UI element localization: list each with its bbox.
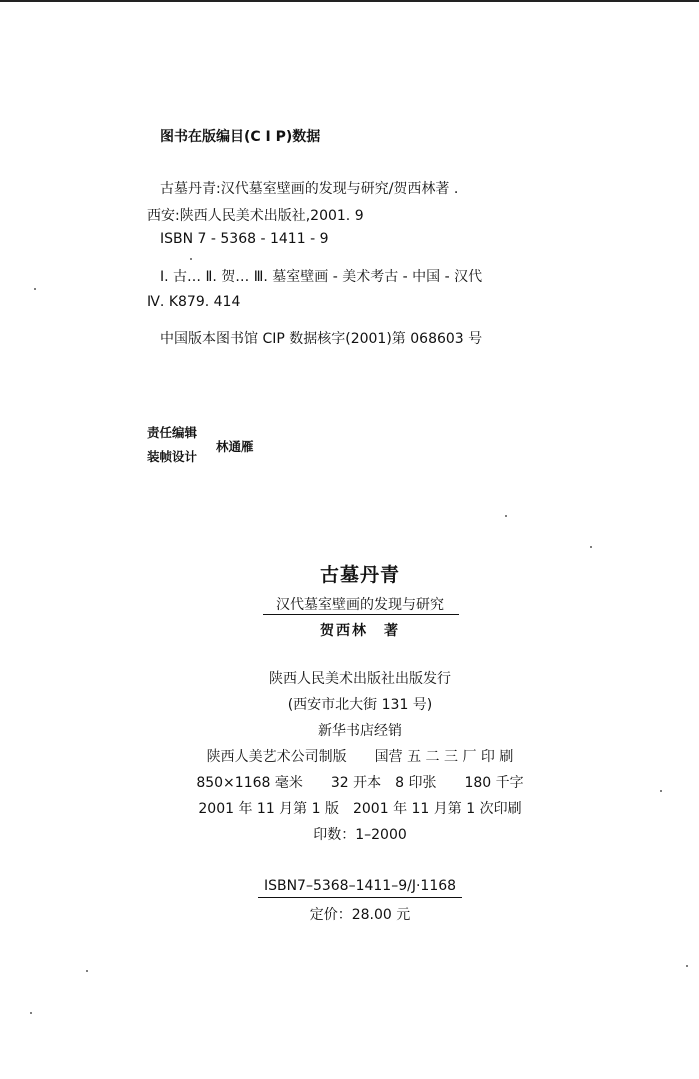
- credits-name: 林通雁: [216, 439, 254, 454]
- book-author: 贺西林 著: [320, 623, 400, 639]
- book-title: 古墓丹青: [319, 564, 400, 586]
- cip-classification-line: Ⅳ. K879. 414: [147, 294, 241, 310]
- distributor-line: 新华书店经销: [318, 723, 402, 739]
- cip-record-number-line: 中国版本图书馆 CIP 数据核字(2001)第 068603 号: [160, 331, 483, 347]
- subtitle-underline: [263, 614, 459, 615]
- print-run-line: 印数：1–2000: [313, 827, 407, 843]
- publisher-line: 陕西人民美术出版社出版发行: [269, 671, 451, 687]
- designer-label: 装帧设计: [147, 449, 198, 464]
- cip-heading: 图书在版编目(C I P)数据: [160, 129, 321, 145]
- isbn-line: ISBN7–5368–1411–9/J·1168: [263, 878, 457, 894]
- format-line: 850×1168 毫米 32 开本 8 印张 180 千字: [196, 775, 524, 791]
- price-line: 定价：28.00 元: [309, 907, 411, 923]
- editor-label: 责任编辑: [147, 425, 198, 440]
- top-border-line: [0, 0, 699, 2]
- cip-title-line: 古墓丹青:汉代墓室壁画的发现与研究/贺西林著 .: [160, 181, 459, 197]
- cip-publisher-line: 西安:陕西人民美术出版社,2001. 9: [147, 208, 364, 224]
- edition-line: 2001 年 11 月第 1 版 2001 年 11 月第 1 次印刷: [198, 801, 522, 817]
- cip-subject-line: Ⅰ. 古… Ⅱ. 贺… Ⅲ. 墓室壁画 - 美术考古 - 中国 - 汉代: [160, 269, 483, 285]
- cip-isbn-line: ISBN 7 - 5368 - 1411 - 9: [160, 231, 329, 247]
- printing-line: 陕西人美艺术公司制版 国营 五 二 三 厂 印 刷: [206, 749, 514, 765]
- book-subtitle: 汉代墓室壁画的发现与研究: [276, 597, 444, 613]
- address-line: (西安市北大街 131 号): [287, 697, 433, 713]
- isbn-underline: [258, 897, 462, 898]
